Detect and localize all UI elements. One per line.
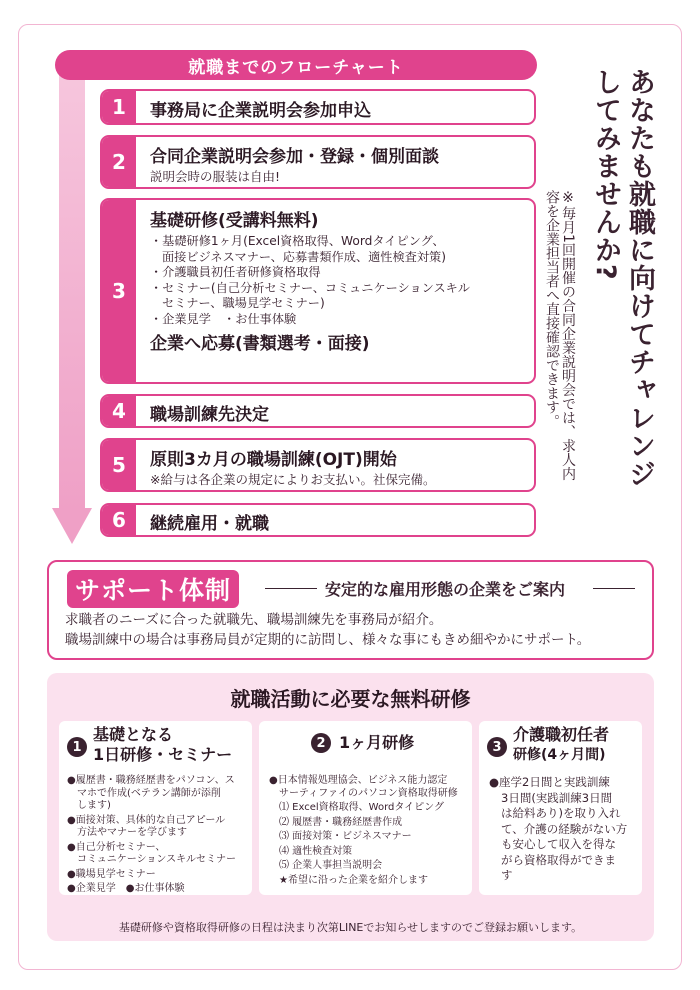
card-title	[513, 725, 609, 765]
card-item: がら資格取得ができま	[501, 852, 616, 867]
card-item: ⑸ 企業人事担当説明会	[279, 860, 383, 871]
flow-step-5	[100, 438, 536, 492]
step-title: 職場訓練先決定	[150, 405, 269, 425]
card-title-line: 介護職初任者	[513, 725, 610, 744]
card-number: 2	[311, 733, 331, 753]
card-item: 3日間(実践訓練3日間	[501, 790, 613, 805]
step-bullet: ・セミナー(自己分析セミナー、コミュニケーションスキル	[150, 280, 470, 295]
flow-step-3	[100, 198, 536, 384]
step-bullet: 面接ビジネスマナー、応募書類作成、適性検査対策)	[162, 249, 446, 264]
card-item: ⑴ Excel資格取得、Wordタイピング	[279, 802, 444, 813]
step-number: 5	[102, 440, 136, 490]
step-title: 継続雇用・就職	[150, 514, 269, 534]
card-item: は給料あり)を取り入れ	[501, 806, 621, 820]
training-card-3	[479, 721, 642, 895]
step-number: 1	[102, 91, 136, 123]
card-item: ●自己分析セミナー、	[67, 841, 166, 853]
step-title: 原則3カ月の職場訓練(OJT)開始	[150, 450, 397, 470]
step-bullet: ・介護職員初任者研修資格取得	[150, 265, 321, 279]
flow-step-6	[100, 503, 536, 537]
card-title	[339, 733, 414, 753]
card-item: ●企業見学 ●お仕事体験	[67, 883, 185, 894]
step-bullet: セミナー、職場見学セミナー)	[162, 296, 325, 310]
step-title: 事務局に企業説明会参加申込	[150, 101, 371, 121]
support-line-2: 職場訓練中の場合は事務局員が定期的に訪問し、様々な事にもきめ細やかにサポート。	[65, 632, 591, 648]
training-card-2	[259, 721, 472, 895]
card-title	[93, 725, 232, 765]
step-title-2: 企業へ応募(書類選考・面接)	[150, 334, 370, 354]
card-item: コミュニケーションスキルセミナー	[77, 854, 236, 865]
flowchart-header: 就職までのフローチャート	[55, 50, 537, 80]
flow-arrow-head	[52, 508, 92, 544]
card-item: ⑷ 適性検査対策	[279, 845, 353, 857]
support-rule-right	[593, 588, 635, 589]
flow-step-2	[100, 135, 536, 189]
side-headline: あなたも就職に向けてチャレンジしてみませんか?	[590, 68, 655, 488]
card-item: ●日本情報処理協会、ビジネス能力認定	[269, 775, 448, 786]
step-note: 説明会時の服装は自由!	[150, 169, 281, 184]
card-item: も安心して収入を得な	[501, 837, 616, 851]
support-tagline: 安定的な雇用形態の企業をご案内	[325, 580, 566, 599]
card-number: 3	[487, 737, 507, 757]
step-bullet: ・基礎研修1ヶ月(Excel資格取得、Wordタイピング、	[150, 234, 445, 248]
card-items	[269, 775, 458, 887]
support-description	[65, 610, 590, 650]
card-item: ●座学2日間と実践訓練	[489, 775, 610, 789]
card-item: す	[501, 868, 513, 882]
flow-step-1	[100, 89, 536, 125]
card-items	[67, 775, 236, 896]
flow-step-4	[100, 394, 536, 428]
card-item: ⑵ 履歴書・職務経歴書作成	[279, 816, 403, 828]
step-number: 2	[102, 137, 136, 187]
card-item: て、介護の経験がない方	[501, 821, 628, 836]
step-number: 4	[102, 396, 136, 426]
card-item: ⑶ 面接対策・ビジネスマナー	[279, 831, 412, 842]
step-title: 基礎研修(受講料無料)	[150, 211, 319, 231]
training-title: 就職活動に必要な無料研修	[230, 687, 471, 711]
card-title-line: 1ヶ月研修	[339, 733, 415, 752]
card-item: ●面接対策、具体的な自己アピール	[67, 814, 226, 826]
training-card-1	[59, 721, 252, 895]
card-item: します)	[77, 800, 111, 811]
card-item: ●職場見学セミナー	[67, 868, 156, 880]
step-number: 3	[102, 200, 136, 382]
card-item: マホで作成(ベテラン講師が添削	[77, 787, 221, 799]
card-item: ★希望に沿った企業を紹介します	[279, 874, 428, 886]
side-note: ※毎月1回開催の合同企業説明会では、求人内容を企業担当者へ直接確認できます。	[544, 190, 576, 481]
card-title-line: 研修(4ヶ月間)	[513, 747, 606, 763]
training-section	[47, 673, 654, 941]
training-footer: 基礎研修や資格取得研修の日程は決まり次第LINEでお知らせしますのでご登録お願いします。	[118, 921, 583, 934]
card-item: サーティファイのパソコン資格取得研修	[279, 787, 458, 799]
support-logo: サポート体制	[67, 570, 239, 608]
support-line-1: 求職者のニーズに合った就職先、職場訓練先を事務局が紹介。	[65, 612, 443, 628]
support-rule-left	[265, 588, 317, 589]
card-number: 1	[67, 737, 87, 757]
card-items	[489, 775, 627, 884]
step-title: 合同企業説明会参加・登録・個別面談	[150, 147, 439, 167]
flow-arrow-shaft	[59, 72, 85, 512]
step-note: ※給与は各企業の規定によりお支払い。社保完備。	[150, 472, 436, 487]
card-title-line: 1日研修・セミナー	[93, 745, 233, 764]
step-number: 6	[102, 505, 136, 535]
card-item: ●履歴書・職務経歴書をパソコン、ス	[67, 775, 235, 786]
card-title-line: 基礎となる	[93, 725, 174, 744]
support-box	[47, 560, 654, 660]
step-bullet: ・企業見学 ・お仕事体験	[150, 311, 297, 326]
card-item: 方法やマナーを学びます	[77, 827, 187, 838]
